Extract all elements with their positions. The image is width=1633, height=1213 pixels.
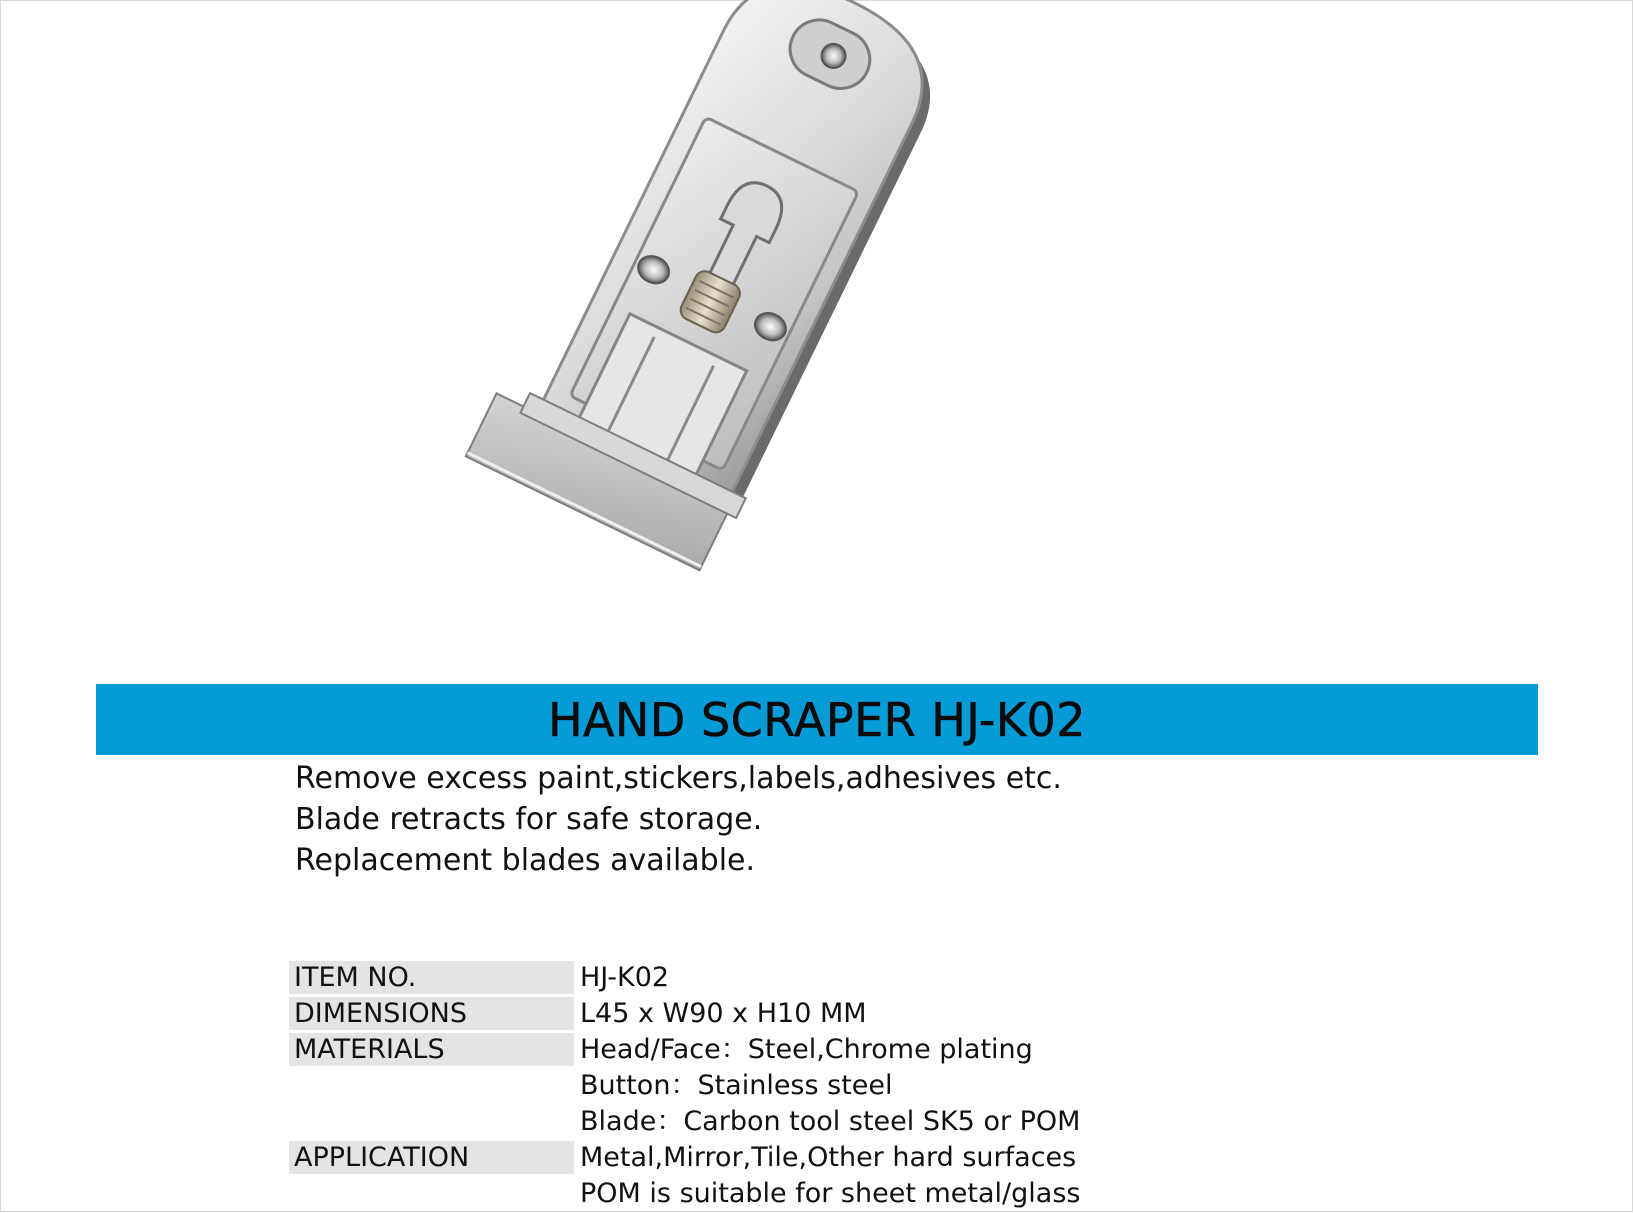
feature-line: Remove excess paint,stickers,labels,adhesives etc. [295,761,1062,796]
spec-label: MATERIALS [289,1033,574,1066]
spec-value: POM is suitable for sheet metal/glass [580,1178,1081,1209]
feature-line: Replacement blades available. [295,843,756,878]
spec-table [289,961,1080,1213]
spec-row-application [289,1141,1080,1213]
spec-row-dimensions [289,997,1080,1033]
spec-value: HJ-K02 [580,962,670,993]
spec-value: L45 x W90 x H10 MM [580,998,867,1029]
feature-line: Blade retracts for safe storage. [295,802,763,837]
spec-values [574,997,867,1033]
spec-values [574,1141,1080,1213]
spec-value: Blade：Carbon tool steel SK5 or POM [580,1106,1081,1137]
spec-label: ITEM NO. [289,961,574,994]
spec-values [574,1033,1080,1141]
feature-list [295,758,1062,881]
spec-row-materials [289,1033,1080,1141]
spec-label: DIMENSIONS [289,997,574,1030]
spec-value: Metal,Mirror,Tile,Other hard surfaces [580,1142,1077,1173]
spec-value: Head/Face：Steel,Chrome plating [580,1034,1033,1065]
spec-value: Button：Stainless steel [580,1070,893,1101]
spec-label: APPLICATION [289,1141,574,1174]
title-band [96,684,1538,755]
spec-row-item-no [289,961,1080,997]
product-title: HAND SCRAPER HJ-K02 [547,692,1087,747]
spec-values [574,961,669,997]
